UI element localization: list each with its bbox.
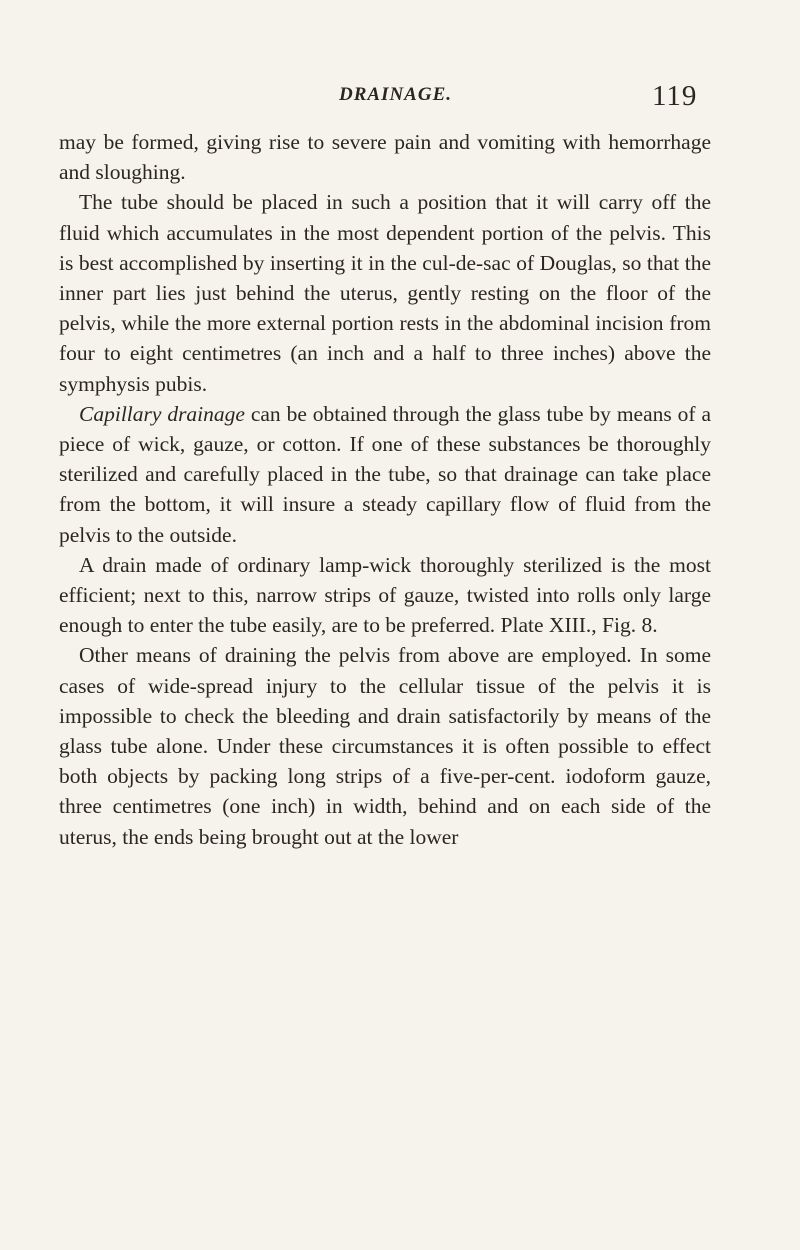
paragraph-text: can be obtained through the glass tube by means of a piece of wick, gauze, or cotton. If one of these substances be thoroughly sterilized and carefully placed in the tube, so that drainage can take place from the bottom, it will insure a steady capillary flow of fluid from the pelvis to the outside.	[59, 401, 711, 547]
running-head	[0, 78, 800, 118]
paragraph-text: A drain made of ordinary lamp-wick thoroughly sterilized is the most efficient; next to this, narrow strips of gauze, twisted into rolls only large enough to enter the tube easily, are to be preferred. Plate XIII., Fig. 8.	[59, 552, 711, 638]
paragraph-text: The tube should be placed in such a position that it will carry off the fluid which accumulates in the most dependent portion of the pelvis. This is best accomplished by inserting it in the cul-de-sac of Douglas, so that the inner part lies just behind the uterus, gently resting on the floor of the pelvis, while the more external portion rests in the abdominal incision from four to eight centimetres (an inch and a half to three inches) above the symphysis pubis.	[59, 190, 711, 396]
paragraph-continued	[59, 127, 711, 187]
body-text	[59, 127, 711, 852]
page-number: 119	[652, 80, 698, 112]
running-head-title: DRAINAGE.	[339, 84, 452, 105]
paragraph	[59, 550, 711, 641]
paragraph	[59, 399, 711, 550]
paragraph-lead-italic: Capillary drainage	[79, 401, 245, 426]
paragraph-text: Other means of draining the pelvis from above are employed. In some cases of wide-spread injury to the cellular tissue of the pelvis it is impossible to check the bleeding and drain satisfactorily by means of the glass tube alone. Under these circumstances it is often possible to effect both objects by packing long strips of a five-per-cent. iodoform gauze, three centimetres (one inch) in width, behind and on each side of the uterus, the ends being brought out at the lower	[59, 643, 711, 849]
paragraph	[59, 640, 711, 851]
paragraph	[59, 187, 711, 398]
paragraph-text: may be formed, giving rise to severe pain and vomiting with hemorrhage and sloughing.	[59, 130, 711, 185]
